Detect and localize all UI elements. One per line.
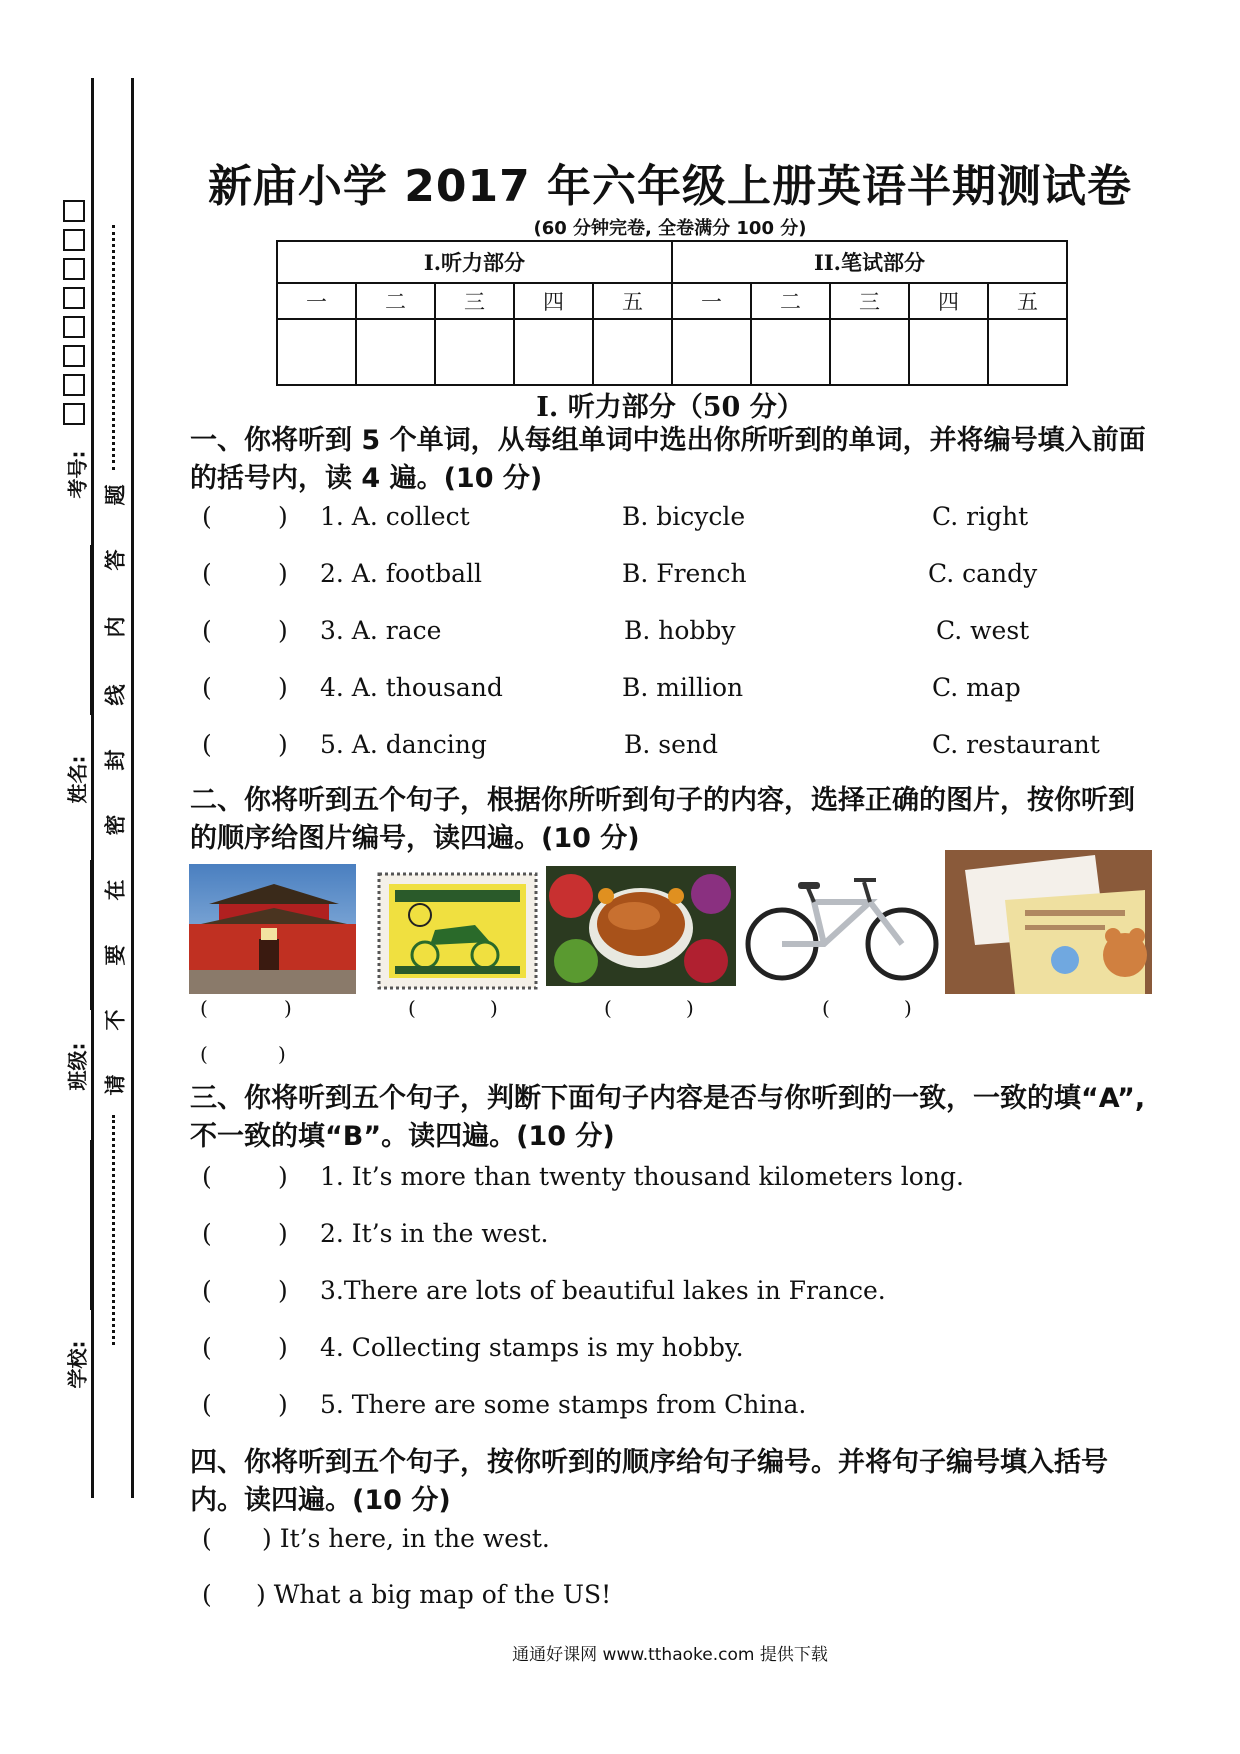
answer-paren-right: ) [278, 1276, 288, 1305]
option-b: B. French [622, 559, 747, 588]
picture-answer-paren-left[interactable]: ( [200, 996, 208, 1020]
answer-paren-left[interactable]: ( [202, 559, 212, 588]
option-b: B. million [622, 673, 744, 702]
answer-paren-left[interactable]: ( [202, 730, 212, 759]
seal-warning-char: 线 [103, 684, 128, 706]
margin-line-outer [91, 78, 94, 1498]
option-b: B. send [624, 730, 718, 759]
score-column-header: 三 [435, 283, 514, 319]
statement-text: 1. It’s more than twenty thousand kilometers long. [320, 1162, 964, 1191]
option-a: 5. A. dancing [320, 730, 487, 759]
section4-instruction: 四、你将听到五个句子，按你听到的顺序给句子编号。并将句子编号填入括号内。读四遍。(10 分) [190, 1447, 1108, 1516]
picture-answer-paren-right: ) [490, 996, 498, 1020]
score-cell[interactable] [830, 319, 909, 385]
stamp-picture [375, 870, 540, 992]
picture-answer-paren-right: ) [686, 996, 694, 1020]
score-cell[interactable] [277, 319, 356, 385]
score-column-header: 二 [356, 283, 435, 319]
picture-answer-paren-right: ) [904, 996, 912, 1020]
part1-title: I. 听力部分（50 分） [536, 392, 804, 423]
answer-paren-left[interactable]: ( [202, 1162, 212, 1191]
statement-text: 2. It’s in the west. [320, 1219, 549, 1248]
score-cell[interactable] [593, 319, 672, 385]
option-a: 2. A. football [320, 559, 483, 588]
score-table [276, 240, 1068, 386]
class-underline [90, 860, 91, 1010]
seal-line-top [112, 225, 115, 470]
statement-text: 5. There are some stamps from China. [320, 1390, 807, 1419]
seal-warning-char: 在 [103, 879, 128, 901]
answer-paren-right: ) [278, 673, 288, 702]
exam-title: 新庙小学 2017 年六年级上册英语半期测试卷 [207, 161, 1133, 212]
school-label: 学校: [65, 1340, 90, 1389]
option-c: C. right [932, 502, 1029, 531]
answer-paren-left[interactable]: ( [202, 502, 212, 531]
score-cell[interactable] [751, 319, 830, 385]
seal-line-bottom [112, 1115, 115, 1345]
picture-answer-paren-left[interactable]: ( [822, 996, 830, 1020]
statement-text: 3.There are lots of beautiful lakes in France. [320, 1276, 886, 1305]
option-c: C. map [932, 673, 1021, 702]
score-group-writing: II.笔试部分 [672, 241, 1067, 283]
answer-paren-right: ) [278, 1162, 288, 1191]
score-column-header: 三 [830, 283, 909, 319]
tiananmen-picture [189, 864, 356, 994]
score-column-header: 一 [672, 283, 751, 319]
answer-paren-right: ) [278, 502, 288, 531]
option-c: C. restaurant [932, 730, 1100, 759]
score-cell[interactable] [356, 319, 435, 385]
picture-answer-paren-right: ) [284, 996, 292, 1020]
answer-paren-right: ) [278, 559, 288, 588]
picture-answer-paren-left[interactable]: ( [200, 1042, 208, 1066]
option-a: 3. A. race [320, 616, 442, 645]
seal-warning-char: 封 [103, 749, 128, 771]
answer-paren-left[interactable]: ( [202, 673, 212, 702]
option-b: B. bicycle [622, 502, 746, 531]
option-a: 1. A. collect [320, 502, 470, 531]
answer-paren-right: ) [278, 1219, 288, 1248]
name-label: 姓名: [65, 755, 90, 804]
answer-paren-left[interactable]: ( [202, 616, 212, 645]
score-cell[interactable] [514, 319, 593, 385]
score-column-header: 五 [988, 283, 1067, 319]
answer-paren-right: ) [278, 1390, 288, 1419]
turkey-dinner-picture [546, 866, 736, 986]
answer-paren-left[interactable]: ( [202, 1276, 212, 1305]
score-cell[interactable] [988, 319, 1067, 385]
footer-source: 通通好课网 www.tthaoke.com 提供下载 [512, 1645, 828, 1665]
school-underline [90, 1140, 91, 1310]
sentence-text: ) It’s here, in the west. [262, 1524, 550, 1553]
option-b: B. hobby [624, 616, 736, 645]
section3-instruction: 三、你将听到五个句子，判断下面句子内容是否与你听到的一致，一致的填“A”,不一致的填“B”。读四遍。(10 分) [190, 1083, 1146, 1152]
seal-warning-char: 请 [103, 1074, 128, 1096]
bicycle-picture [742, 866, 942, 986]
score-group-listening: I.听力部分 [277, 241, 672, 283]
score-column-header: 二 [751, 283, 830, 319]
section1-instruction: 一、你将听到 5 个单词，从每组单词中选出你所听到的单词，并将编号填入前面的括号内，读 4 遍。(10 分) [190, 425, 1146, 494]
answer-paren-right: ) [278, 616, 288, 645]
answer-paren-left[interactable]: ( [202, 1580, 212, 1609]
score-column-header: 四 [909, 283, 988, 319]
picture-answer-paren-right: ) [278, 1042, 286, 1066]
score-column-header: 四 [514, 283, 593, 319]
seal-warning-char: 答 [103, 549, 128, 571]
answer-paren-left[interactable]: ( [202, 1524, 212, 1553]
name-underline [90, 545, 91, 715]
statement-text: 4. Collecting stamps is my hobby. [320, 1333, 744, 1362]
score-column-header: 五 [593, 283, 672, 319]
answer-paren-right: ) [278, 730, 288, 759]
picture-answer-paren-left[interactable]: ( [604, 996, 612, 1020]
score-cell[interactable] [909, 319, 988, 385]
option-c: C. candy [928, 559, 1038, 588]
option-a: 4. A. thousand [320, 673, 503, 702]
answer-paren-left[interactable]: ( [202, 1333, 212, 1362]
sentence-text: ) What a big map of the US! [256, 1580, 612, 1609]
score-column-header: 一 [277, 283, 356, 319]
exam-number-label: 考号: [65, 450, 90, 499]
option-c: C. west [936, 616, 1030, 645]
score-cell[interactable] [672, 319, 751, 385]
answer-paren-right: ) [278, 1333, 288, 1362]
margin-line-inner [131, 78, 134, 1498]
seal-warning-char: 内 [103, 616, 128, 638]
answer-paren-left[interactable]: ( [202, 1390, 212, 1419]
exam-subtitle: (60 分钟完卷, 全卷满分 100 分) [533, 218, 807, 239]
letters-picture [945, 850, 1152, 994]
seal-warning-char: 密 [103, 814, 128, 836]
class-label: 班级: [65, 1042, 90, 1091]
answer-paren-left[interactable]: ( [202, 1219, 212, 1248]
score-cell[interactable] [435, 319, 514, 385]
seal-warning-char: 不 [103, 1009, 128, 1031]
section2-instruction: 二、你将听到五个句子，根据你所听到句子的内容，选择正确的图片，按你听到的顺序给图片编号，读四遍。(10 分) [190, 785, 1135, 854]
picture-answer-paren-left[interactable]: ( [408, 996, 416, 1020]
seal-warning-char: 要 [103, 944, 128, 966]
exam-number-boxes [63, 200, 83, 432]
seal-warning-char: 题 [103, 484, 128, 506]
